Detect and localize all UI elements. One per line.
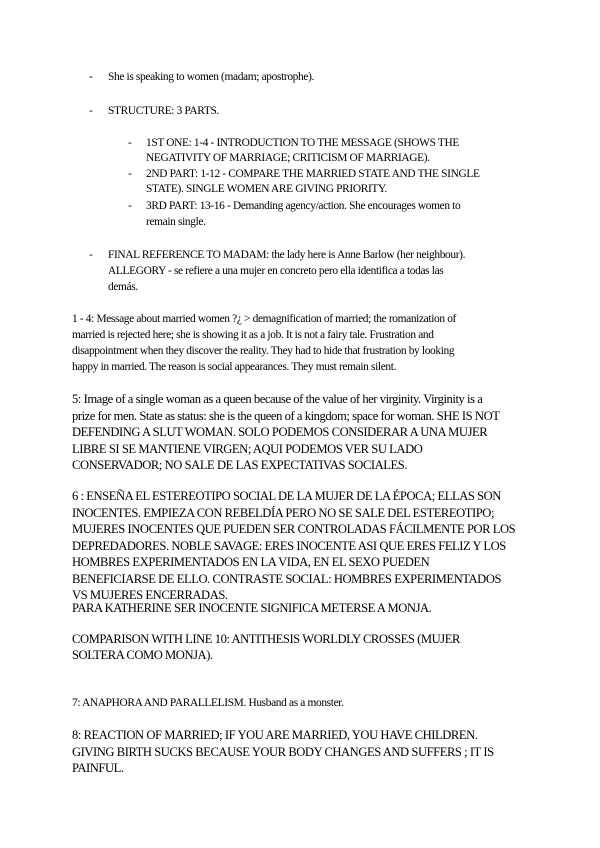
- para-lines-1-4-line3: disappointment when they discover the reality. They had to hide that frustration by looking: [72, 345, 455, 357]
- para-line-6-line1: 6 : ENSEÑA EL ESTEREOTIPO SOCIAL DE LA MUJER DE LA ÉPOCA; ELLAS SON: [72, 489, 501, 503]
- bullet-dash: -: [89, 71, 93, 83]
- para-line-6-line5: HOMBRES EXPERIMENTADOS EN LA VIDA, EN EL SEXO PUEDEN: [72, 555, 430, 569]
- sub-bullet-part2-line2: STATE). SINGLE WOMEN ARE GIVING PRIORITY.: [146, 183, 387, 195]
- para-line-6-line4: DEPREDADORES. NOBLE SAVAGE: ERES INOCENTE ASI QUE ERES FELIZ Y LOS: [72, 539, 506, 553]
- para-line-5-line5: CONSERVADOR; NO SALE DE LAS EXPECTATIVAS SOCIALES.: [72, 458, 408, 472]
- sub-bullet-part1-line1: 1ST ONE: 1-4 - INTRODUCTION TO THE MESSAGE (SHOWS THE: [146, 137, 459, 149]
- sub-bullet-part3-line2: remain single.: [146, 216, 206, 228]
- para-line-5-line3: DEFENDING A SLUT WOMAN. SOLO PODEMOS CONSIDERAR A UNA MUJER: [72, 425, 488, 439]
- para-line-5-line1: 5: Image of a single woman as a queen because of the value of her virginity. Virginity is a: [72, 392, 483, 406]
- sub-bullet-part1-line2: NEGATIVITY OF MARRIAGE; CRITICISM OF MARRIAGE).: [146, 152, 430, 164]
- para-comparison-line1: COMPARISON WITH LINE 10: ANTITHESIS WORLDLY CROSSES (MUJER: [72, 632, 460, 646]
- para-lines-1-4-line4: happy in married. The reason is social appearances. They must remain silent.: [72, 361, 397, 373]
- bullet-dash: -: [89, 249, 93, 261]
- bullet-structure: STRUCTURE: 3 PARTS.: [108, 105, 219, 117]
- bullet-final-line2: ALLEGORY - se refiere a una mujer en concreto pero ella identifica a todas las: [108, 265, 444, 277]
- sub-bullet-dash: -: [128, 200, 132, 212]
- para-line-6-line3: MUJERES INOCENTES QUE PUEDEN SER CONTROLADAS FÁCILMENTE POR LOS: [72, 522, 516, 536]
- sub-bullet-dash: -: [128, 137, 132, 149]
- bullet-final-line1: FINAL REFERENCE TO MADAM: the lady here is Anne Barlow (her neighbour).: [108, 249, 466, 261]
- para-line-8-line3: PAINFUL.: [72, 761, 124, 775]
- para-line-5-line2: prize for men. State as status: she is the queen of a kingdom; space for woman. SHE IS NOT: [72, 409, 500, 423]
- sub-bullet-dash: -: [128, 168, 132, 180]
- para-comparison-line2: SOLTERA COMO MONJA).: [72, 648, 213, 662]
- para-line-7: 7: ANAPHORA AND PARALLELISM. Husband as a monster.: [72, 697, 344, 709]
- sub-bullet-part3-line1: 3RD PART: 13-16 - Demanding agency/action. She encourages women to: [146, 200, 461, 212]
- para-line-8-line1: 8: REACTION OF MARRIED; IF YOU ARE MARRIED, YOU HAVE CHILDREN.: [72, 728, 478, 742]
- para-line-6-line8: PARA KATHERINE SER INOCENTE SIGNIFICA METERSE A MONJA.: [72, 601, 432, 615]
- bullet-speaking: She is speaking to women (madam; apostrophe).: [108, 71, 315, 83]
- sub-bullet-part2-line1: 2ND PART: 1-12 - COMPARE THE MARRIED STATE AND THE SINGLE: [146, 168, 480, 180]
- bullet-dash: -: [89, 105, 93, 117]
- bullet-final-line3: demás.: [108, 281, 138, 293]
- para-line-6-line6: BENEFICIARSE DE ELLO. CONTRASTE SOCIAL: HOMBRES EXPERIMENTADOS: [72, 572, 502, 586]
- para-lines-1-4-line1: 1 - 4: Message about married women ?¿ > demagnification of married; the romanization of: [72, 313, 456, 325]
- para-lines-1-4-line2: married is rejected here; she is showing it as a job. It is not a fairy tale. Frustration and: [72, 329, 434, 341]
- para-line-5-line4: LIBRE SI SE MANTIENE VIRGEN; AQUI PODEMOS VER SU LADO: [72, 442, 423, 456]
- para-line-6-line7: VS MUJERES ENCERRADAS.: [72, 588, 228, 602]
- para-line-6-line2: INOCENTES. EMPIEZA CON REBELDÍA PERO NO SE SALE DEL ESTEREOTIPO;: [72, 506, 495, 520]
- para-line-8-line2: GIVING BIRTH SUCKS BECAUSE YOUR BODY CHANGES AND SUFFERS ; IT IS: [72, 745, 494, 759]
